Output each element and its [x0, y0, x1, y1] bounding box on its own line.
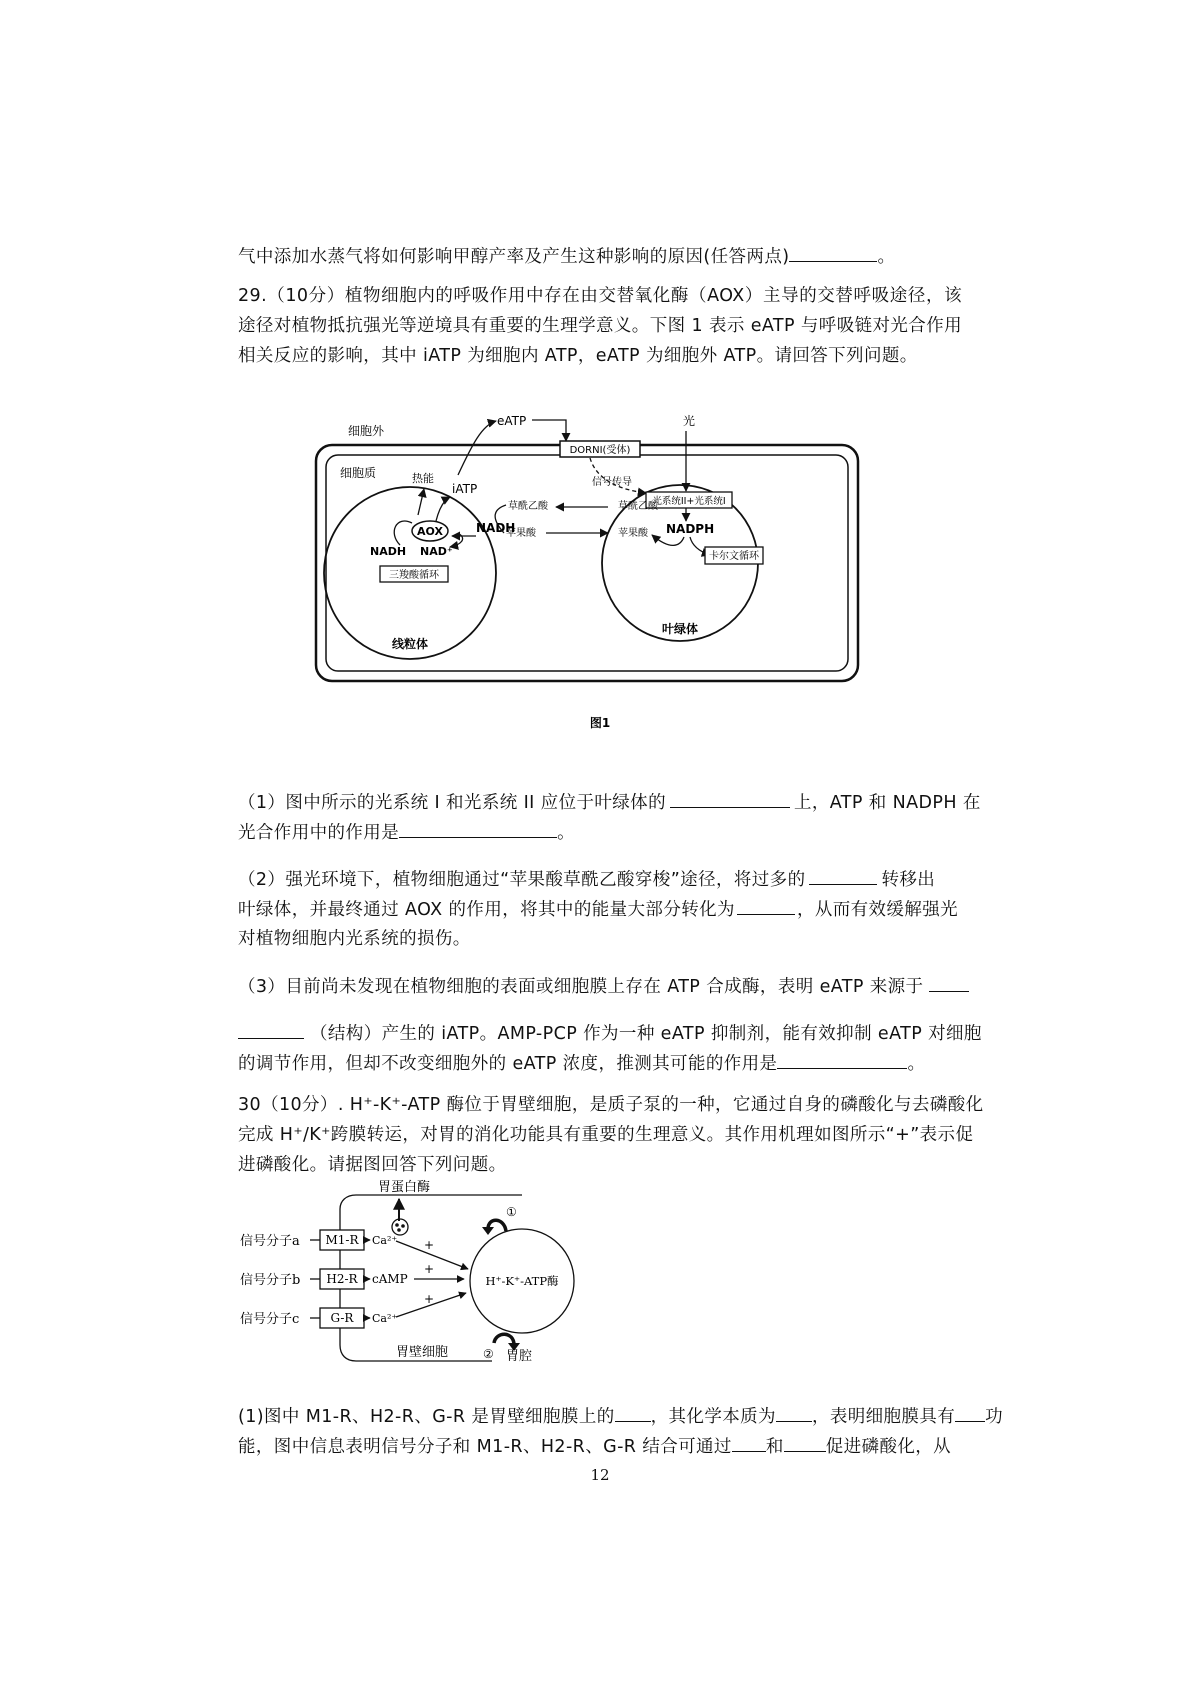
q29-part1-line2 — [238, 820, 962, 845]
label-signal-a: 信号分子a — [240, 1234, 300, 1249]
label-ca-1: Ca²⁺ — [372, 1234, 398, 1247]
text: 。 — [557, 823, 576, 843]
label-iatp: iATP — [452, 482, 478, 496]
q29-line-1 — [238, 284, 962, 308]
label-parietal-cell: 胃壁细胞 — [396, 1345, 449, 1360]
q29-part3-line3 — [238, 1051, 962, 1076]
text: 29.（10分）植物细胞内的呼吸作用中存在由交替氧化酶（AOX）主导的交替呼吸途径，该 — [238, 286, 962, 306]
text: 30（10分）. H⁺-K⁺-ATP 酶位于胃壁细胞，是质子泵的一种，它通过自身的磷酸化与去磷酸化 — [238, 1095, 984, 1115]
text: (1)图中 M1-R、H2-R、G-R 是胃壁细胞膜上的 — [238, 1407, 615, 1427]
q30-line-3 — [238, 1153, 962, 1177]
label-enzyme: H⁺-K⁺-ATP酶 — [485, 1274, 559, 1288]
q29-part2-line1 — [238, 867, 962, 892]
vesicle — [392, 1219, 408, 1235]
label-chloroplast: 叶绿体 — [661, 622, 699, 636]
q29-part1-line1 — [238, 790, 981, 815]
label-ca-2: Ca²⁺ — [372, 1312, 398, 1325]
label-m1r: M1-R — [325, 1233, 359, 1247]
text: 和 — [765, 1437, 784, 1457]
label-nadph: NADPH — [666, 522, 715, 536]
carryover-question-line — [238, 244, 962, 269]
figure-1-diagram — [300, 405, 900, 735]
text: （结构）产生的 iATP。AMP-PCP 作为一种 eATP 抑制剂，能有效抑制 eATP 对细胞 — [310, 1024, 982, 1044]
q29-part2-line2 — [238, 897, 962, 922]
nadh-loop — [394, 521, 412, 545]
answer-blank[interactable] — [955, 1404, 985, 1422]
answer-blank[interactable] — [776, 1404, 812, 1422]
figure-1-caption: 图1 — [589, 716, 611, 730]
label-receptor: DORNI(受体) — [569, 445, 631, 456]
answer-blank[interactable] — [732, 1434, 766, 1452]
label-plus-1: + — [424, 1238, 435, 1252]
figure-2-diagram — [236, 1175, 636, 1375]
label-circle-2: ② — [483, 1347, 494, 1361]
text: （1）图中所示的光系统 I 和光系统 II 应位于叶绿体的 — [238, 793, 666, 813]
q29-line-3 — [238, 344, 962, 368]
to-heat-arrow — [418, 489, 424, 515]
label-outside: 细胞外 — [348, 424, 385, 438]
label-photosystem: 光系统II+光系统I — [652, 496, 726, 507]
label-oaa-right: 草酰乙酸 — [618, 501, 658, 512]
text: 对植物细胞内光系统的损伤。 — [238, 929, 471, 949]
label-oaa-left: 草酰乙酸 — [508, 501, 548, 512]
label-tca: 三羧酸循环 — [389, 570, 439, 581]
answer-blank[interactable] — [399, 820, 557, 838]
nadph-to-malate-arrow — [652, 535, 684, 545]
cell-outline-top — [340, 1195, 522, 1209]
label-aox: AOX — [417, 525, 443, 538]
text: 光合作用中的作用是 — [238, 823, 400, 843]
q30-part1-line2 — [238, 1434, 962, 1459]
text: 转移出 — [881, 870, 936, 890]
text: 途径对植物抵抗强光等逆境具有重要的生理学意义。下图 1 表示 eATP 与呼吸链对光合作用 — [238, 316, 963, 336]
label-nadh-mito: NADH — [370, 545, 407, 558]
eatp-to-receptor-arrow — [532, 420, 566, 441]
text: 完成 H⁺/K⁺跨膜转运，对胃的消化功能具有重要的生理意义。其作用机理如图所示“+”表示促 — [238, 1125, 974, 1145]
text: 进磷酸化。请据图回答下列问题。 — [238, 1155, 507, 1175]
answer-blank[interactable] — [929, 974, 969, 992]
text: 叶绿体，并最终通过 AOX 的作用，将其中的能量大部分转化为 — [238, 900, 735, 920]
text: ，其化学本质为 — [650, 1407, 776, 1427]
text: 相关反应的影响，其中 iATP 为细胞内 ATP，eATP 为细胞外 ATP。请回答下列问题。 — [238, 346, 918, 366]
text: 的调节作用，但却不改变细胞外的 eATP 浓度，推测其可能的作用是 — [238, 1054, 778, 1074]
text: 上，ATP 和 NADPH 在 — [793, 793, 981, 813]
text: 能，图中信息表明信号分子和 M1-R、H2-R、G-R 结合可通过 — [238, 1437, 732, 1457]
label-plus-2: + — [424, 1262, 435, 1276]
answer-blank[interactable] — [784, 1434, 826, 1452]
label-mitochondrion: 线粒体 — [391, 637, 429, 651]
iatp-to-eatp-arrow — [458, 421, 496, 475]
answer-blank[interactable] — [615, 1404, 651, 1422]
label-malate-right: 苹果酸 — [618, 528, 648, 539]
answer-blank[interactable] — [238, 1021, 304, 1039]
text: 促进磷酸化，从 — [825, 1437, 952, 1457]
label-eatp: eATP — [497, 414, 527, 428]
label-plus-3: + — [424, 1292, 435, 1306]
label-signal: 信号传导 — [592, 477, 632, 488]
text: 。 — [877, 247, 896, 267]
q29-line-2 — [238, 314, 962, 338]
label-light: 光 — [683, 414, 696, 428]
text: 气中添加水蒸气将如何影响甲醇产率及产生这种影响的原因(任答两点) — [238, 247, 790, 267]
q30-line-1 — [238, 1093, 984, 1117]
label-nadh-middle: NADH — [476, 521, 516, 535]
label-signal-c: 信号分子c — [240, 1312, 300, 1327]
q29-part3-line2 — [238, 1021, 982, 1046]
text: （2）强光环境下，植物细胞通过“苹果酸草酰乙酸穿梭”途径，将过多的 — [238, 870, 806, 890]
text: 。 — [907, 1054, 926, 1074]
label-malate-left: 苹果酸 — [506, 528, 536, 539]
label-signal-b: 信号分子b — [240, 1273, 301, 1288]
label-h2r: H2-R — [326, 1272, 358, 1286]
answer-blank[interactable] — [789, 244, 877, 262]
label-nad-plus: NAD⁺ — [420, 545, 453, 558]
text: ，从而有效缓解强光 — [796, 900, 959, 920]
label-cytoplasm: 细胞质 — [340, 466, 377, 480]
label-pepsin: 胃蛋白酶 — [377, 1180, 431, 1195]
text: （3）目前尚未发现在植物细胞的表面或细胞膜上存在 ATP 合成酶，表明 eATP 来源于 — [238, 977, 924, 997]
answer-blank[interactable] — [809, 867, 877, 885]
text: 功 — [985, 1407, 1004, 1427]
q29-part3-line1 — [238, 974, 962, 999]
answer-blank[interactable] — [670, 790, 790, 808]
page-number: 12 — [590, 1466, 610, 1484]
text: ，表明细胞膜具有 — [811, 1407, 956, 1427]
label-heat: 热能 — [412, 472, 434, 485]
label-calvin: 卡尔文循环 — [709, 551, 759, 562]
label-camp: cAMP — [372, 1272, 408, 1286]
q30-part1-line1 — [238, 1404, 1004, 1429]
q30-line-2 — [238, 1123, 974, 1147]
label-gr: G-R — [330, 1311, 354, 1325]
answer-blank[interactable] — [737, 897, 795, 915]
q29-part2-line3 — [238, 927, 962, 951]
label-stomach-lumen: 胃腔 — [506, 1349, 533, 1364]
answer-blank[interactable] — [777, 1051, 907, 1069]
label-circle-1: ① — [506, 1205, 517, 1219]
